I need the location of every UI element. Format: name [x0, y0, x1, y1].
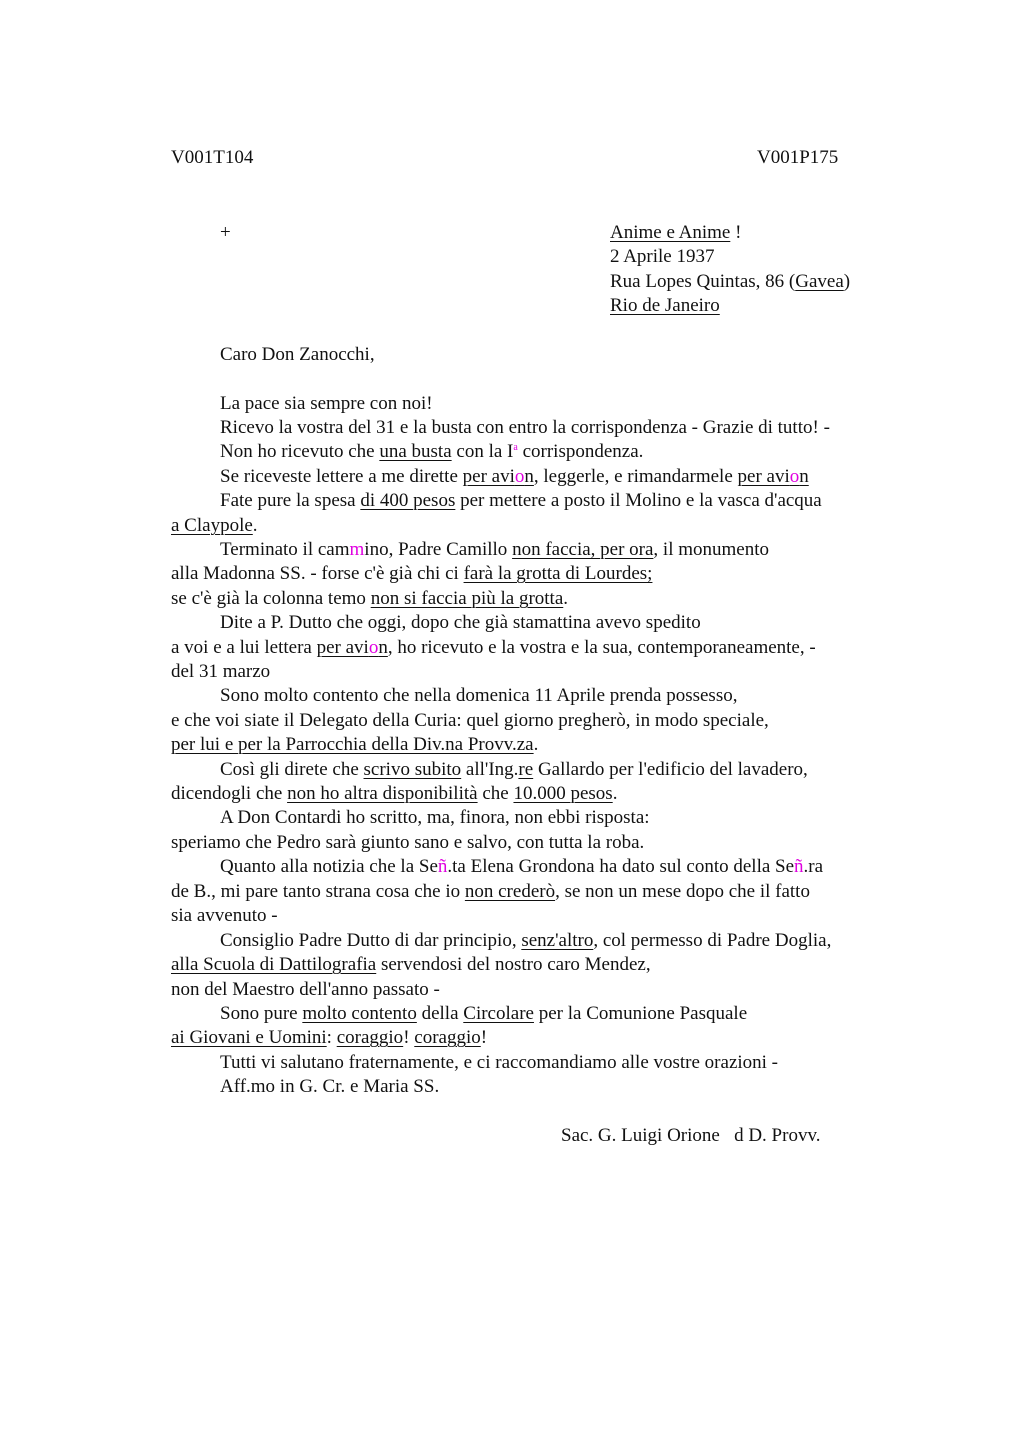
body-line: non del Maestro dell'anno passato - [171, 979, 440, 1000]
body-line: dicendogli che non ho altra disponibilità che 10.000 pesos. [171, 783, 618, 804]
body-line: Sono molto contento che nella domenica 11 Aprile prenda possesso, [220, 685, 738, 706]
body-line: A Don Contardi ho scritto, ma, finora, non ebbi risposta: [220, 807, 650, 828]
address-title: Anime e Anime ! [610, 222, 742, 243]
body-line: del 31 marzo [171, 661, 271, 682]
body-line: Fate pure la spesa di 400 pesos per mettere a posto il Molino e la vasca d'acqua [220, 490, 822, 511]
document-code-left: V001T104 [171, 147, 254, 168]
document-code-right: V001P175 [757, 147, 839, 168]
address-street: Rua Lopes Quintas, 86 (Gavea) [610, 271, 851, 292]
body-line: alla Madonna SS. - forse c'è già chi ci farà la grotta di Lourdes; [171, 563, 653, 584]
body-line: La pace sia sempre con noi! [220, 393, 433, 414]
body-line: Consiglio Padre Dutto di dar principio, senz'altro, col permesso di Padre Doglia, [220, 930, 832, 951]
body-line: Dite a P. Dutto che oggi, dopo che già stamattina avevo spedito [220, 612, 701, 633]
body-line: Così gli direte che scrivo subito all'Ing.re Gallardo per l'edificio del lavadero, [220, 759, 808, 780]
address-city: Rio de Janeiro [610, 295, 720, 316]
body-line: a Claypole. [171, 515, 258, 536]
body-line: sia avvenuto - [171, 905, 278, 926]
body-line: Se riceveste lettere a me dirette per avion, leggerle, e rimandarmele per avion [220, 466, 809, 487]
body-line: per lui e per la Parrocchia della Div.na Provv.za. [171, 734, 539, 755]
body-line: Tutti vi salutano fraternamente, e ci raccomandiamo alle vostre orazioni - [220, 1052, 779, 1073]
body-line: de B., mi pare tanto strana cosa che io non crederò, se non un mese dopo che il fatto [171, 881, 810, 902]
body-line: Sono pure molto contento della Circolare per la Comunione Pasquale [220, 1003, 748, 1024]
letter-date: 2 Aprile 1937 [610, 246, 715, 267]
body-line: alla Scuola di Dattilografia servendosi del nostro caro Mendez, [171, 954, 651, 975]
body-line: e che voi siate il Delegato della Curia: quel giorno pregherò, in modo speciale, [171, 710, 769, 731]
closing-line: Aff.mo in G. Cr. e Maria SS. [220, 1076, 440, 1097]
body-line: Quanto alla notizia che la Señ.ta Elena Grondona ha dato sul conto della Señ.ra [220, 856, 824, 877]
body-line: se c'è già la colonna temo non si faccia più la grotta. [171, 588, 569, 609]
body-line: ai Giovani e Uomini: coraggio! coraggio! [171, 1027, 488, 1048]
body-line: Non ho ricevuto che una busta con la $I^a$ corrispondenza. [220, 441, 644, 462]
body-line: Ricevo la vostra del 31 e la busta con entro la corrispondenza - Grazie di tutto! - [220, 417, 830, 438]
body-line: a voi e a lui lettera per avion, ho ricevuto e la vostra e la sua, contemporaneamente, - [171, 637, 816, 658]
body-line: speriamo che Pedro sarà giunto sano e salvo, con tutta la roba. [171, 832, 645, 853]
body-line: Terminato il cammino, Padre Camillo non faccia, per ora, il monumento [220, 539, 769, 560]
salutation: Caro Don Zanocchi, [220, 344, 375, 365]
signature: Sac. G. Luigi Orione d D. Provv. [561, 1125, 821, 1146]
cross-mark: + [220, 222, 231, 243]
